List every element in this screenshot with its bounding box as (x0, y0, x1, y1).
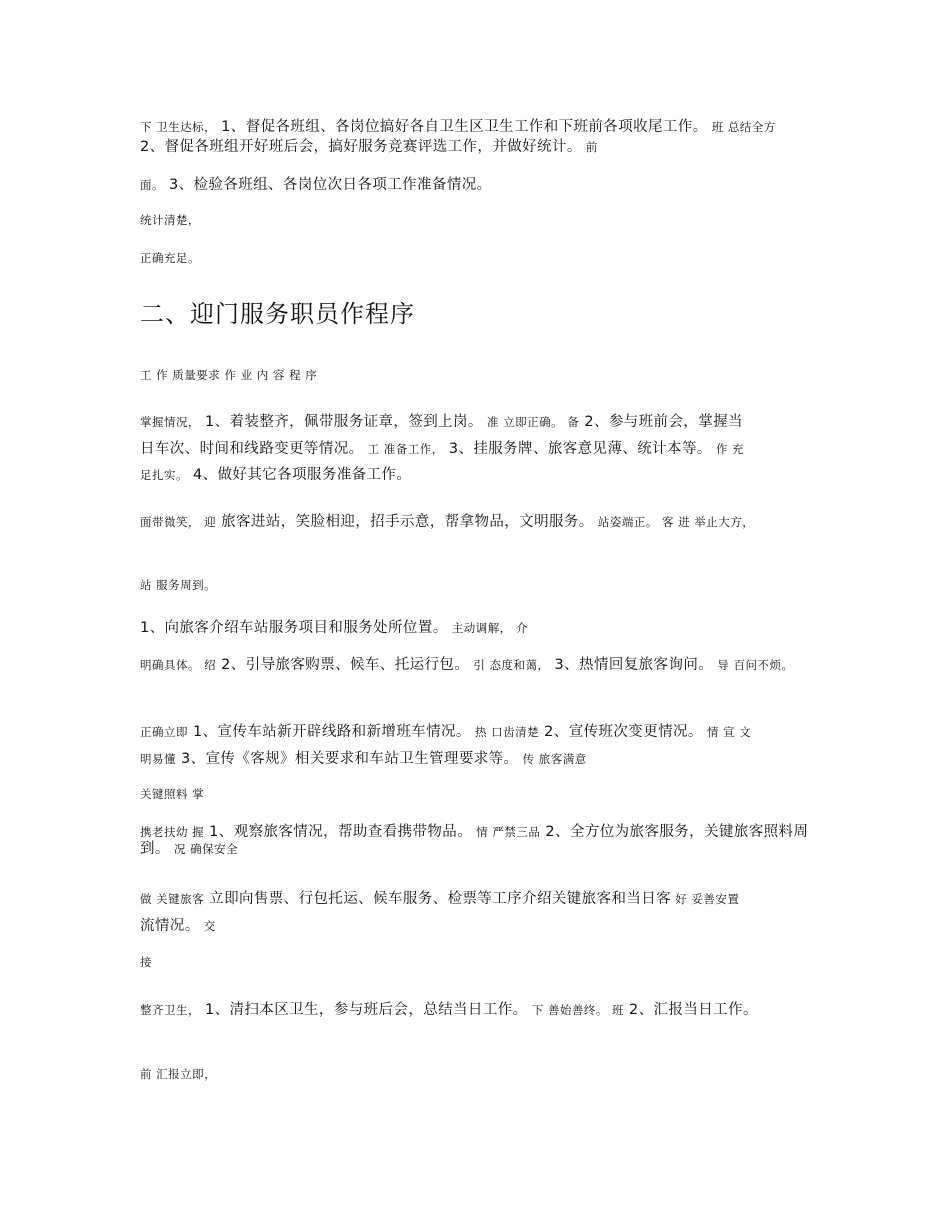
text-line: 统计清楚， (140, 213, 200, 227)
text-line (140, 720, 751, 741)
side-note: 下 善始善终。 班 (527, 1003, 625, 1017)
text-line (140, 998, 758, 1019)
side-note: 足扎实。 (140, 468, 188, 482)
text-line: 正确充足。 (140, 251, 200, 265)
body-text: 2、全方位为旅客服务，关键旅客照料周到。 (140, 824, 809, 857)
side-note: 做 关键旅客 (140, 892, 205, 906)
side-note: 引 态度和蔼， (469, 658, 550, 672)
body-text: 3、宣传《客规》相关要求和车站卫生管理要求等。 (176, 751, 519, 767)
body-text: 日车次、时间和线路变更等情况。 (140, 441, 364, 457)
body-text: 2、督促各班组开好班后会，搞好服务竞赛评选工作，并做好统计。 (140, 139, 582, 155)
body-text: 2、引导旅客购票、候车、托运行包。 (216, 657, 470, 673)
side-note: 准 立即正确。 备 (482, 415, 580, 429)
side-note: 明易懂 (140, 752, 176, 766)
body-text: 3、热情回复旅客询问。 (549, 657, 714, 673)
section-heading: 二、迎门服务职员作程序 (140, 300, 415, 328)
text-line: 接 (140, 955, 152, 969)
text-line (140, 135, 598, 156)
text-line (140, 616, 528, 637)
body-text: 3、挂服务牌、旅客意见薄、统计本等。 (443, 441, 712, 457)
body-text: 立即向售票、行包托运、候车服务、检票等工序介绍关键旅客和当日客 (204, 891, 672, 907)
text-line (140, 823, 812, 857)
table-header-line: 工 作 质量要求 作 业 内 容 程 序 (140, 368, 318, 382)
side-note: 况 确保安全 (169, 842, 239, 856)
body-text: 2、参与班前会，掌握当 (579, 414, 743, 430)
text-line (140, 410, 743, 431)
side-note: 前 (581, 140, 598, 154)
body-text: 2、宣传班次变更情况。 (539, 724, 703, 740)
side-note: 面带微笑， 迎 (140, 515, 217, 529)
text-line (140, 914, 216, 935)
text-line: 站 服务周到。 (140, 578, 217, 592)
side-note: 站姿端正。 客 进 举止大方， (593, 515, 755, 529)
side-note: 传 旅客满意 (518, 752, 587, 766)
body-text: 1、督促各班组、各岗位搞好各自卫生区卫生工作和下班前各项收尾工作。 (216, 119, 708, 135)
side-note: 热 口齿清楚 (470, 725, 540, 739)
text-line (140, 437, 744, 458)
body-text: 旅客进站，笑脸相迎，招手示意，帮拿物品，文明服务。 (216, 514, 594, 530)
side-note: 下 卫生达标， (140, 120, 217, 134)
body-text: 1、向旅客介绍车站服务项目和服务处所位置。 (140, 620, 448, 636)
side-note: 作 充 (711, 442, 745, 456)
body-text: 4、做好其它各项服务准备工作。 (188, 467, 412, 483)
side-note: 好 妥善安置 (671, 892, 740, 906)
body-text: 2、汇报当日工作。 (624, 1002, 758, 1018)
side-note: 情 宣 文 (702, 725, 752, 739)
side-note: 携老扶幼 握 (140, 825, 205, 839)
side-note: 掌握情况， (140, 415, 200, 429)
side-note: 明确具体。 绍 (140, 658, 217, 672)
body-text: 1、宣传车站新开辟线路和新增班车情况。 (188, 724, 471, 740)
text-line (140, 173, 492, 194)
body-text: 1、观察旅客情况，帮助查看携带物品。 (204, 824, 473, 840)
body-text: 3、检验各班组、各岗位次日各项工作准备情况。 (164, 177, 492, 193)
side-note: 交 (199, 919, 216, 933)
text-line: 前 汇报立即， (140, 1067, 217, 1081)
side-note: 主动调解， 介 (447, 621, 528, 635)
text-line (140, 887, 739, 908)
side-note: 情 严禁三品 (472, 825, 541, 839)
side-note: 整齐卫生， (140, 1003, 200, 1017)
side-note: 班 总结全方 (707, 120, 776, 134)
side-note: 导 百问不烦。 (713, 658, 794, 672)
body-text: 流情况。 (140, 918, 200, 934)
text-line (140, 656, 812, 673)
body-text: 1、着装整齐，佩带服务证章，签到上岗。 (200, 414, 483, 430)
text-line (140, 510, 754, 531)
side-note: 正确立即 (140, 725, 188, 739)
text-line (140, 115, 776, 136)
side-note: 面。 (140, 178, 164, 192)
text-line (140, 463, 411, 484)
text-line (140, 747, 587, 768)
body-text: 1、清扫本区卫生，参与班后会，总结当日工作。 (200, 1002, 528, 1018)
side-note: 工 准备工作， (363, 442, 444, 456)
text-line: 关键照料 掌 (140, 787, 205, 801)
